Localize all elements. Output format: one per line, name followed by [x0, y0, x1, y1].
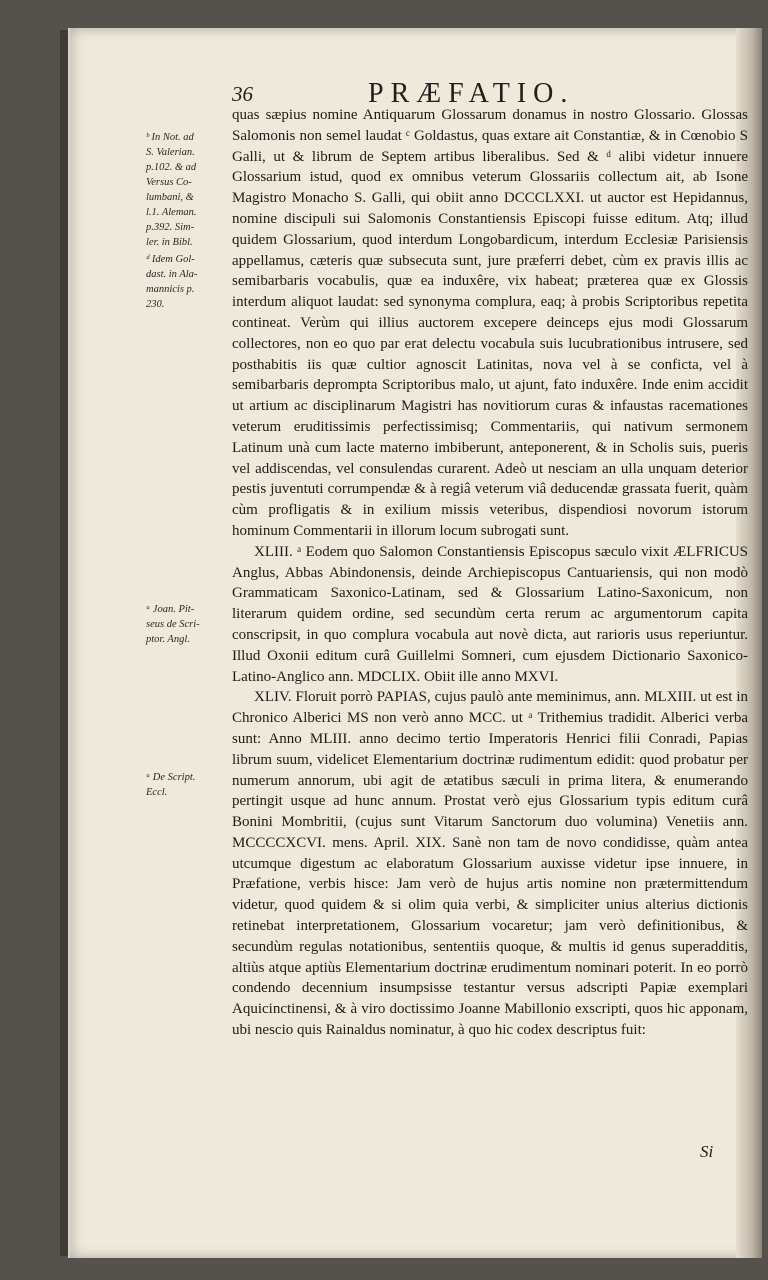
margin-note-line: mannicis p. [146, 284, 195, 295]
margin-note-1 [146, 130, 230, 250]
paragraph-xliv: XLIV. Floruit porrò PAPIAS, cujus paulò ante meminimus, ann. MLXIII. ut est in Chronico Alberici MS non verò anno MCC. ut ᵃ Trithemius tradidit. Alberici verba sunt: Anno MLIII. anno decimo tertio Imperatoris Henrici filii Conradi, Papias librum suum, videlicet Elementarium doctrinæ rudimentum edidit: quod probatur per numerum annorum, ubi agit de ætatibus sæculi in prima litera, & enumerando pertingit usque ad hunc annum. Prostat verò ejus Glossarium typis editum curâ Bonini Mombritii, (cujus sunt Vitarum Sanctorum duo volumina) Venetiis ann. MCCCCXCVI. mens. April. XIX. Sanè non tam de novo condidisse, quàm antea utcumque digestum ac elaboratum Glossarium auxisse videtur ipse innuere, in Præfatione, verbis hisce: Jam verò de hujus artis nomine non prætermittendum videtur, quod quidem & si olim quia verbi, & simpliciter unius alterius dictionis retinebat interpretationem, Glossarium vocaretur; jam verò definitionibus, & secundùm regulas notationibus, sententiis quoque, & multis id genus superadditis, altiùs atque aptiùs Elementarium doctrinæ erudimentum nominari poterit. In eo porrò condendo decennium insumpsisse testantur versus adscripti Papiæ exemplari Aquicinctinensi, & à viro doctissimo Joanne Mabillonio exscripti, quos hic apponam, ubi nescio quis Rainaldus nominatur, à quo hic codex descriptus fuit: [232, 689, 748, 1039]
page-number: 36 [232, 82, 253, 106]
catchword: Si [700, 1142, 714, 1161]
margin-note-line: seus de Scri- [146, 619, 200, 630]
margin-note-4 [146, 770, 230, 800]
margin-note-2 [146, 252, 230, 312]
margin-note-line: l.1. Aleman. [146, 207, 197, 218]
margin-note-line: ler. in Bibl. [146, 237, 193, 248]
margin-note-line: dast. in Ala- [146, 269, 198, 280]
margin-note-line: ᵈ Idem Gol- [146, 254, 195, 265]
paragraph-xliii: XLIII. ᵃ Eodem quo Salomon Constantiensis Episcopus sæculo vixit ÆLFRICUS Anglus, Abbas Abindonensis, deinde Archiepiscopus Cantuariensis, qui non modò Grammaticam Saxonico-Latinam, sed & Glossarium Latino-Saxonicum, non literarum quidem ordine, sed secundùm certa rerum ac argumentorum capita conscripsit, in quo complura vocabula aut novè dicta, aut rarioris usus reperiuntur. Illud Oxonii editum curâ Guillelmi Somneri, cum ejusdem Dictionario Saxonico-Latino-Anglico ann. MDCLIX. Obiit ille anno MXVI. [232, 543, 748, 685]
paragraph-1: quas sæpius nomine Antiquarum Glossarum donamus in nostro Glossario. Glossas Salomonis non semel laudat ᶜ Goldastus, quas extare ait Constantiæ, & in Cœnobio S Galli, ut & librum de Septem artibus liberalibus. Sed & ᵈ alibi videtur innuere Glossarium istud, quod ex omnibus veterum Glossariis collectum ait, ab Isone Magistro Monacho S. Galli, qui obiit anno DCCCLXXI. ut auctor est Hepidannus, nomine discipuli sui Salomonis Constantiensis Episcopi fuisse editum. Atq; illud quidem Glossarium, quod interdum Longobardicum, interdum Ecclesiæ Parisiensis appellamus, cæteris quæ subsecuta sunt, jure præferri debet, cùm ex pravis illis ac semibarbaris vocabulis, quæ ea induxêre, vix habeat; præterea quæ ex Glossis interdum aliquot laudat: sed synonyma complura, eaq; à probis Scriptoribus repetita contineat. Verùm qui illius auctorem excepere deinceps ejus modi Glossarum collectores, non eo quo par erat delectu vocabula suis lucubrationibus intrusere, sed posthabitis iis quæ cultior agnoscit Latinitas, nova vel à se conficta, vel à semibarbaris deprompta Scriptoribus malo, ut ajunt, fato induxêre. Inde enim accidit ut artium ac disciplinarum Magistri has novitiorum curas & infaustas racemationes veterum eruditissimis perfectissimisq; Commentariis, qui nativum sermonem Latinum unà cum lacte materno imbiberunt, anteponerent, & in Scholis suis, pueris vel addiscendas, vel consulendas curarent. Adeò ut nesciam an ulla unquam deterior pestis juventuti corrumpendæ & à regiâ veterum viâ deducendæ grassata fuerit, quàm cùm profligatis & in exilium missis veteribus, dispendiosi novorum istorum hominum Commentarii in illorum locum subrogati sunt. [232, 107, 748, 539]
margin-note-line: Eccl. [146, 787, 168, 798]
margin-note-3 [146, 602, 230, 647]
margin-note-line: ptor. Angl. [146, 634, 190, 645]
margin-note-line: ᵃ Joan. Pit- [146, 604, 195, 615]
margin-note-line: p.102. & ad [146, 162, 197, 173]
margin-note-line: Versus Co- [146, 177, 192, 188]
margin-note-line: ᵃ De Script. [146, 772, 196, 783]
margin-note-line: lumbani, & [146, 192, 194, 203]
margin-note-line: 230. [146, 299, 165, 310]
body-text [232, 105, 748, 1041]
margin-note-line: S. Valerian. [146, 147, 195, 158]
running-head: PRÆFATIO. [368, 78, 575, 109]
margin-note-line: p.392. Sim- [146, 222, 195, 233]
margin-note-line: ᵇ In Not. ad [146, 132, 194, 143]
